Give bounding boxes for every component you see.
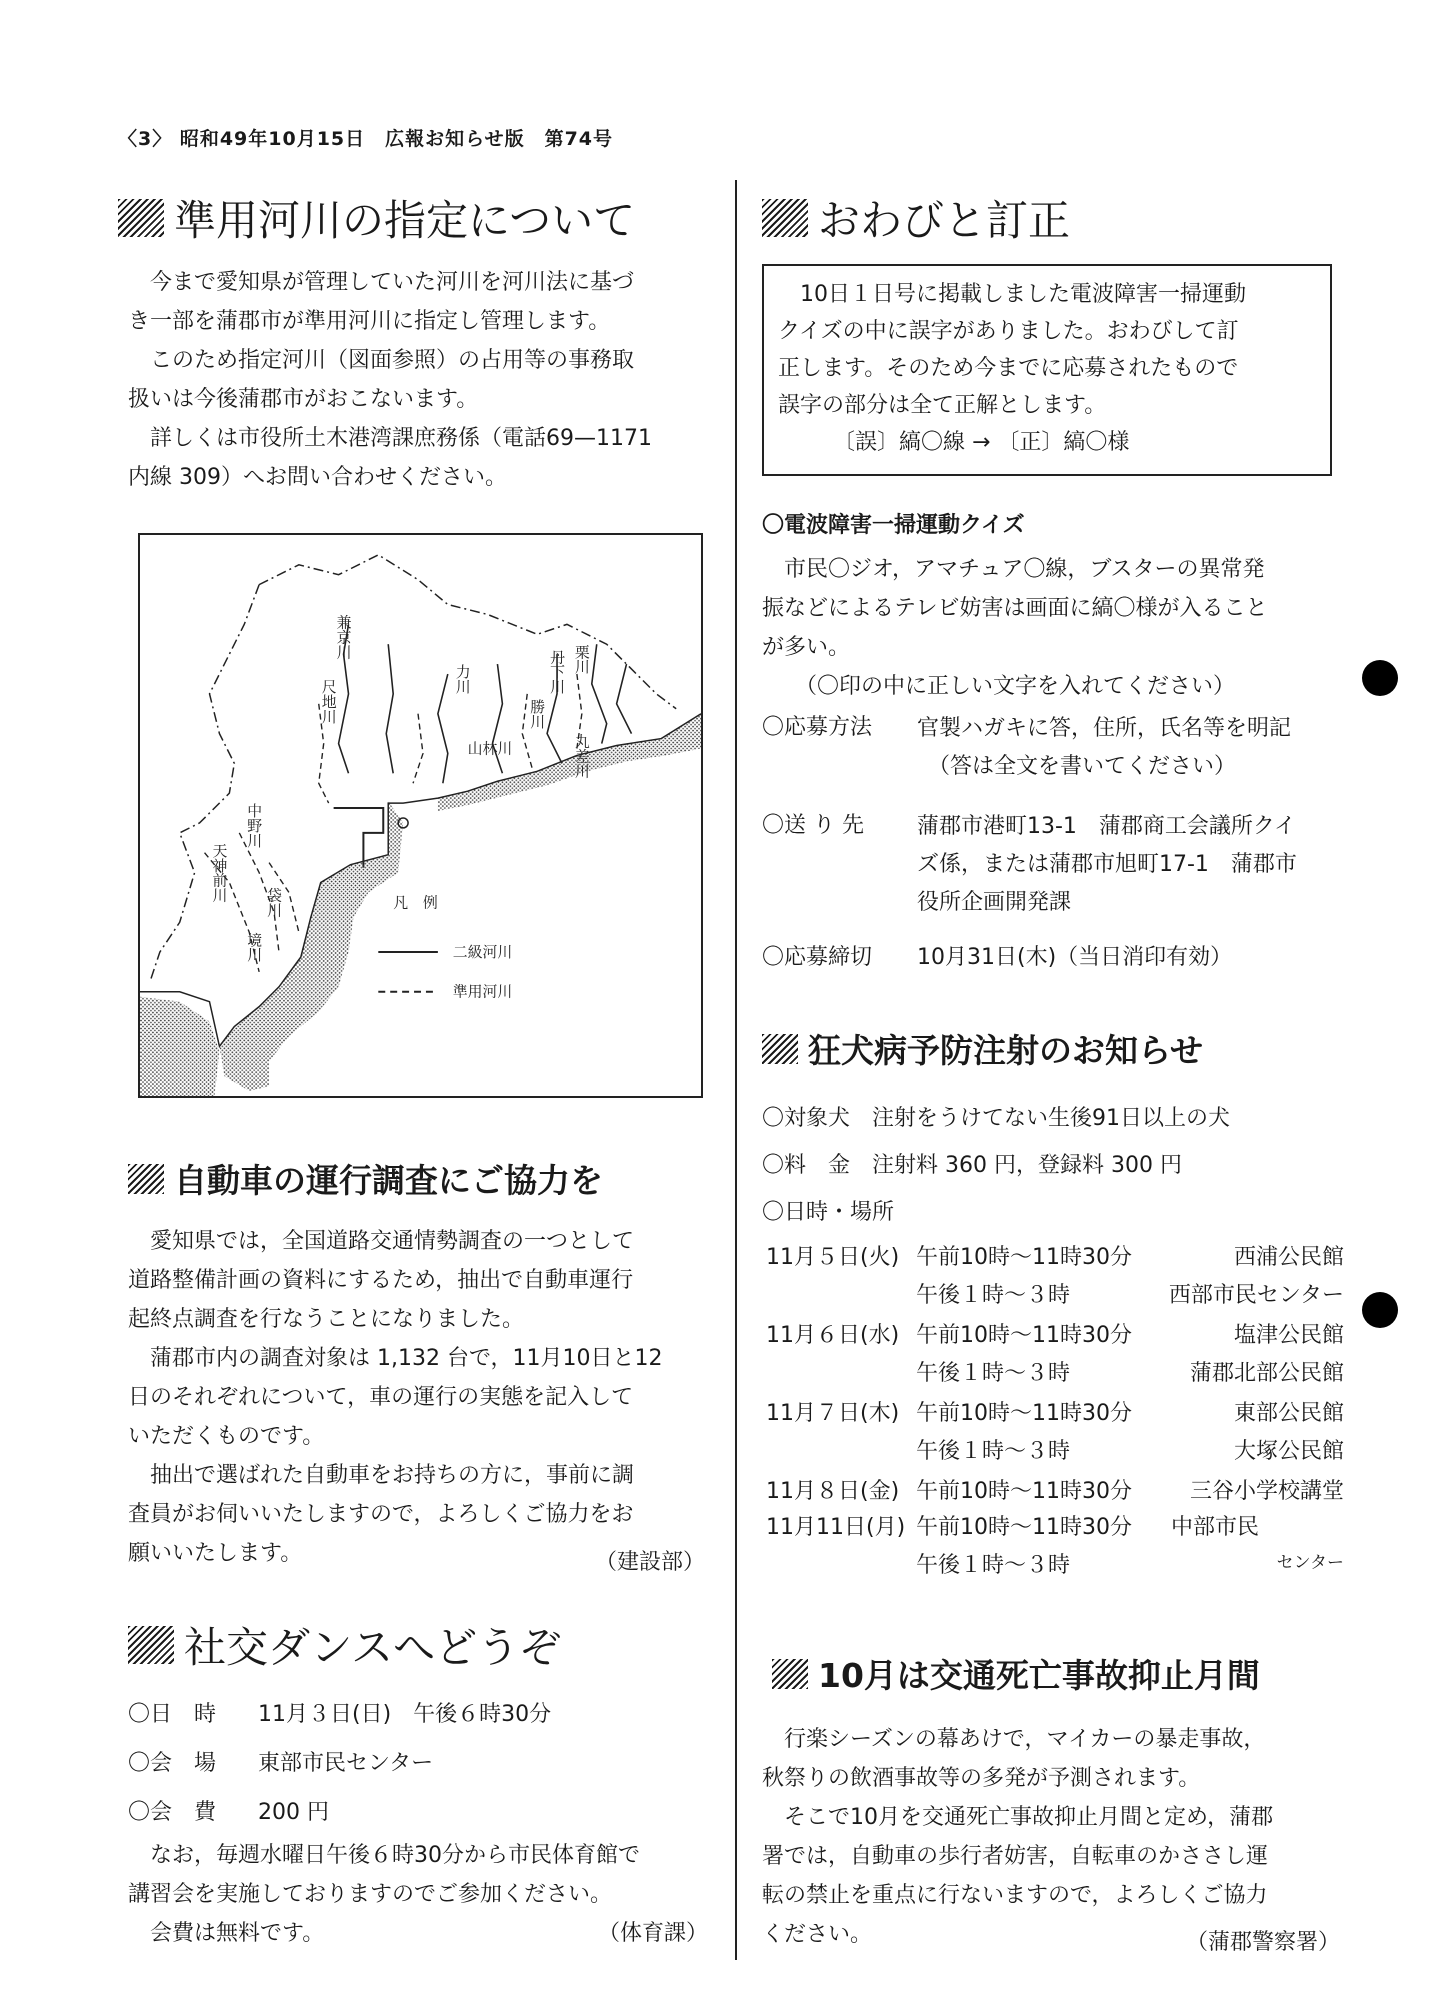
dance-item-label: 〇会 場 xyxy=(128,1751,217,1776)
schedule-place: 大塚公民館 xyxy=(1233,1439,1344,1464)
map-label: 勝川 xyxy=(528,698,547,729)
map-label: 袋川 xyxy=(265,887,284,918)
map-legend-solid: 二級河川 xyxy=(452,942,513,961)
map-label: 境川 xyxy=(245,932,264,962)
river-map xyxy=(138,533,703,1098)
quiz-item-method xyxy=(762,710,1291,786)
car-section-title xyxy=(128,1155,603,1202)
map-label: 天神前川 xyxy=(210,842,229,903)
apology-title-text: おわびと訂正 xyxy=(818,196,1071,245)
rabies-item: 〇日時・場所 xyxy=(762,1200,895,1225)
apology-line: 〔誤〕縞〇線 → 〔正〕縞〇様 xyxy=(778,430,1130,455)
car-line: 愛知県では，全国道路交通情勢調査の一つとして xyxy=(128,1229,635,1254)
quiz-item-label: 〇応募締切 xyxy=(762,945,873,970)
rabies-schedule xyxy=(766,1240,1344,1590)
dance-item-venue xyxy=(128,1746,433,1777)
quiz-item-value xyxy=(917,808,1297,922)
map-label: 丹下川 xyxy=(548,649,567,694)
traffic-body xyxy=(762,1720,1273,1954)
hatch-mark-icon xyxy=(128,1626,174,1664)
dance-item-value: 東部市民センター xyxy=(258,1751,434,1776)
dance-item-label: 〇日 時 xyxy=(128,1702,217,1727)
schedule-place: 塩津公民館 xyxy=(1233,1323,1344,1348)
apology-line: 10日１日号に掲載しました電波障害一掃運動 xyxy=(778,282,1246,307)
traffic-line: 署では，自動車の歩行者妨害，自転車のかささし運 xyxy=(762,1844,1269,1869)
map-label: 尺地川 xyxy=(319,678,338,724)
car-line: 願いいたします。 xyxy=(128,1541,303,1566)
schedule-time: 午後１時〜３時 xyxy=(916,1439,1071,1464)
dance-item-label: 〇会 費 xyxy=(128,1800,217,1825)
car-body xyxy=(128,1222,663,1573)
dance-line: なお，毎週水曜日午後６時30分から市民体育館で xyxy=(128,1843,640,1868)
traffic-line: ください。 xyxy=(762,1922,873,1947)
hatch-mark-icon xyxy=(762,199,808,237)
map-label: 中野川 xyxy=(245,803,264,848)
river-body xyxy=(128,263,652,497)
rabies-title-text: 狂犬病予防注射のお知らせ xyxy=(808,1031,1204,1070)
hatch-mark-icon xyxy=(118,199,164,237)
quiz-item-label: 〇応募方法 xyxy=(762,715,873,740)
quiz-item-value xyxy=(917,710,1291,786)
quiz-line: （〇印の中に正しい文字を入れてください） xyxy=(762,674,1236,699)
apology-line: 正します。そのため今までに応募されたもので xyxy=(778,356,1239,381)
car-line: 抽出で選ばれた自動車をお持ちの方に，事前に調 xyxy=(128,1463,635,1488)
quiz-item-line: 蒲郡市港町13-1 蒲郡商工会議所クイ xyxy=(917,814,1296,839)
river-line: 詳しくは市役所土木港湾課庶務係（電話69—1171 xyxy=(128,426,652,451)
dance-line: 講習会を実施しておりますのでご参加ください。 xyxy=(128,1882,613,1907)
schedule-date: 11月11日(月) xyxy=(766,1515,906,1540)
schedule-time: 午前10時〜11時30分 xyxy=(916,1245,1132,1270)
page-header: 〈3〉 昭和49年10月15日 広報お知らせ版 第74号 xyxy=(118,128,614,150)
traffic-line: 転の禁止を重点に行ないますので，よろしくご協力 xyxy=(762,1883,1268,1908)
quiz-item-line: （答は全文を書いてください） xyxy=(917,754,1237,779)
quiz-item-line: ズ係，または蒲郡市旭町17-1 蒲郡市 xyxy=(917,852,1297,877)
dance-section-title xyxy=(128,1615,561,1675)
binder-hole-mark xyxy=(1362,660,1398,696)
quiz-heading: 〇電波障害一掃運動クイズ xyxy=(762,513,1025,538)
dance-title-text: 社交ダンスへどうぞ xyxy=(184,1623,562,1672)
quiz-item-line: 官製ハガキに答，住所，氏名等を明記 xyxy=(917,716,1292,741)
map-legend-dashed: 準用河川 xyxy=(452,982,513,1001)
river-title-text: 準用河川の指定について xyxy=(174,196,636,245)
dance-item-fee xyxy=(128,1795,329,1826)
schedule-date: 11月５日(火) xyxy=(766,1245,900,1270)
map-legend-title: 凡 例 xyxy=(393,893,438,912)
dance-body xyxy=(128,1836,640,1953)
quiz-line: が多い。 xyxy=(762,635,851,660)
dance-item-value: 11月３日(日) 午後６時30分 xyxy=(258,1702,552,1727)
car-line: 起終点調査を行なうことになりました。 xyxy=(128,1307,525,1332)
column-divider xyxy=(735,180,737,1960)
traffic-credit: （蒲郡警察署） xyxy=(1186,1930,1341,1955)
traffic-section-title xyxy=(772,1650,1260,1697)
rabies-item: 〇対象犬 注射をうけてない生後91日以上の犬 xyxy=(762,1106,1230,1131)
quiz-body xyxy=(762,550,1268,706)
car-line: 道路整備計画の資料にするため，抽出で自動車運行 xyxy=(128,1268,634,1293)
map-label: 丸差川 xyxy=(572,733,591,779)
schedule-time: 午前10時〜11時30分 xyxy=(916,1323,1132,1348)
schedule-place: センター xyxy=(1276,1553,1344,1573)
schedule-date: 11月７日(木) xyxy=(766,1401,900,1426)
traffic-line: そこで10月を交通死亡事故抑止月間と定め，蒲郡 xyxy=(762,1805,1274,1830)
river-map-drawing xyxy=(140,535,701,1096)
map-label: 栗川 xyxy=(572,644,591,675)
traffic-title-text: 10月は交通死亡事故抑止月間 xyxy=(818,1656,1260,1695)
car-line: 日のそれぞれについて，車の運行の実態を記入して xyxy=(128,1385,634,1410)
quiz-item-line: 役所企画開発課 xyxy=(917,890,1072,915)
map-label: 力川 xyxy=(453,664,472,694)
schedule-time: 午後１時〜３時 xyxy=(916,1553,1071,1578)
apology-line: クイズの中に誤字がありました。おわびして訂 xyxy=(778,319,1239,344)
apology-section-title xyxy=(762,188,1070,248)
car-credit: （建設部） xyxy=(595,1550,706,1575)
schedule-date: 11月６日(水) xyxy=(766,1323,900,1348)
quiz-item-deadline xyxy=(762,940,1232,971)
schedule-date: 11月８日(金) xyxy=(766,1479,900,1504)
traffic-line: 行楽シーズンの幕あけで，マイカーの暴走事故， xyxy=(762,1727,1266,1752)
schedule-place: 蒲郡北部公民館 xyxy=(1189,1361,1344,1386)
rabies-item: 〇料 金 注射料 360 円，登録料 300 円 xyxy=(762,1153,1182,1178)
schedule-time: 午前10時〜11時30分 xyxy=(916,1479,1132,1504)
car-line: 査員がお伺いいたしますので，よろしくご協力をお xyxy=(128,1502,634,1527)
hatch-mark-icon xyxy=(128,1164,164,1194)
hatch-mark-icon xyxy=(772,1659,808,1689)
traffic-line: 秋祭りの飲酒事故等の多発が予測されます。 xyxy=(762,1766,1201,1791)
rabies-items xyxy=(762,1095,1230,1236)
quiz-item-address xyxy=(762,808,1297,922)
car-title-text: 自動車の運行調査にご協力を xyxy=(174,1161,603,1200)
map-label: 兼京川 xyxy=(334,614,353,660)
dance-credit: （体育課） xyxy=(598,1921,709,1946)
river-line: 内線 309）へお問い合わせください。 xyxy=(128,465,507,490)
quiz-item-line: 10月31日(木)（当日消印有効） xyxy=(917,945,1233,970)
dance-item-value: 200 円 xyxy=(258,1800,329,1825)
binder-hole-mark xyxy=(1362,1292,1398,1328)
schedule-place: 中部市民 xyxy=(1171,1515,1260,1540)
river-line: このため指定河川（図面参照）の占用等の事務取 xyxy=(128,348,635,373)
apology-line: 誤字の部分は全て正解とします。 xyxy=(778,393,1107,418)
schedule-time: 午後１時〜３時 xyxy=(916,1361,1071,1386)
car-line: 蒲郡市内の調査対象は 1,132 台で，11月10日と12 xyxy=(128,1346,663,1371)
river-section-title xyxy=(118,188,635,248)
schedule-place: 東部公民館 xyxy=(1233,1401,1344,1426)
schedule-place: 西部市民センター xyxy=(1168,1283,1344,1308)
schedule-time: 午前10時〜11時30分 xyxy=(916,1401,1132,1426)
quiz-line: 市民〇ジオ，アマチュア〇線，ブスターの異常発 xyxy=(762,557,1265,582)
schedule-time: 午後１時〜３時 xyxy=(916,1283,1071,1308)
dance-line: 会費は無料です。 xyxy=(128,1921,325,1946)
rabies-section-title xyxy=(762,1025,1203,1072)
dance-item-date xyxy=(128,1697,551,1728)
quiz-line: 振などによるテレビ妨害は画面に縞〇様が入ること xyxy=(762,596,1268,621)
river-line: き一部を蒲郡市が準用河川に指定し管理します。 xyxy=(128,309,611,334)
schedule-place: 三谷小学校講堂 xyxy=(1189,1479,1344,1504)
car-line: いただくものです。 xyxy=(128,1424,325,1449)
apology-box xyxy=(762,264,1332,476)
quiz-item-label: 〇送 り 先 xyxy=(762,813,864,838)
schedule-place: 西浦公民館 xyxy=(1233,1245,1344,1270)
hatch-mark-icon xyxy=(762,1034,798,1064)
river-line: 扱いは今後蒲郡市がおこないます。 xyxy=(128,387,479,412)
map-label: 山林川 xyxy=(467,739,513,758)
river-line: 今まで愛知県が管理していた河川を河川法に基づ xyxy=(128,270,635,295)
schedule-time: 午前10時〜11時30分 xyxy=(916,1515,1132,1540)
